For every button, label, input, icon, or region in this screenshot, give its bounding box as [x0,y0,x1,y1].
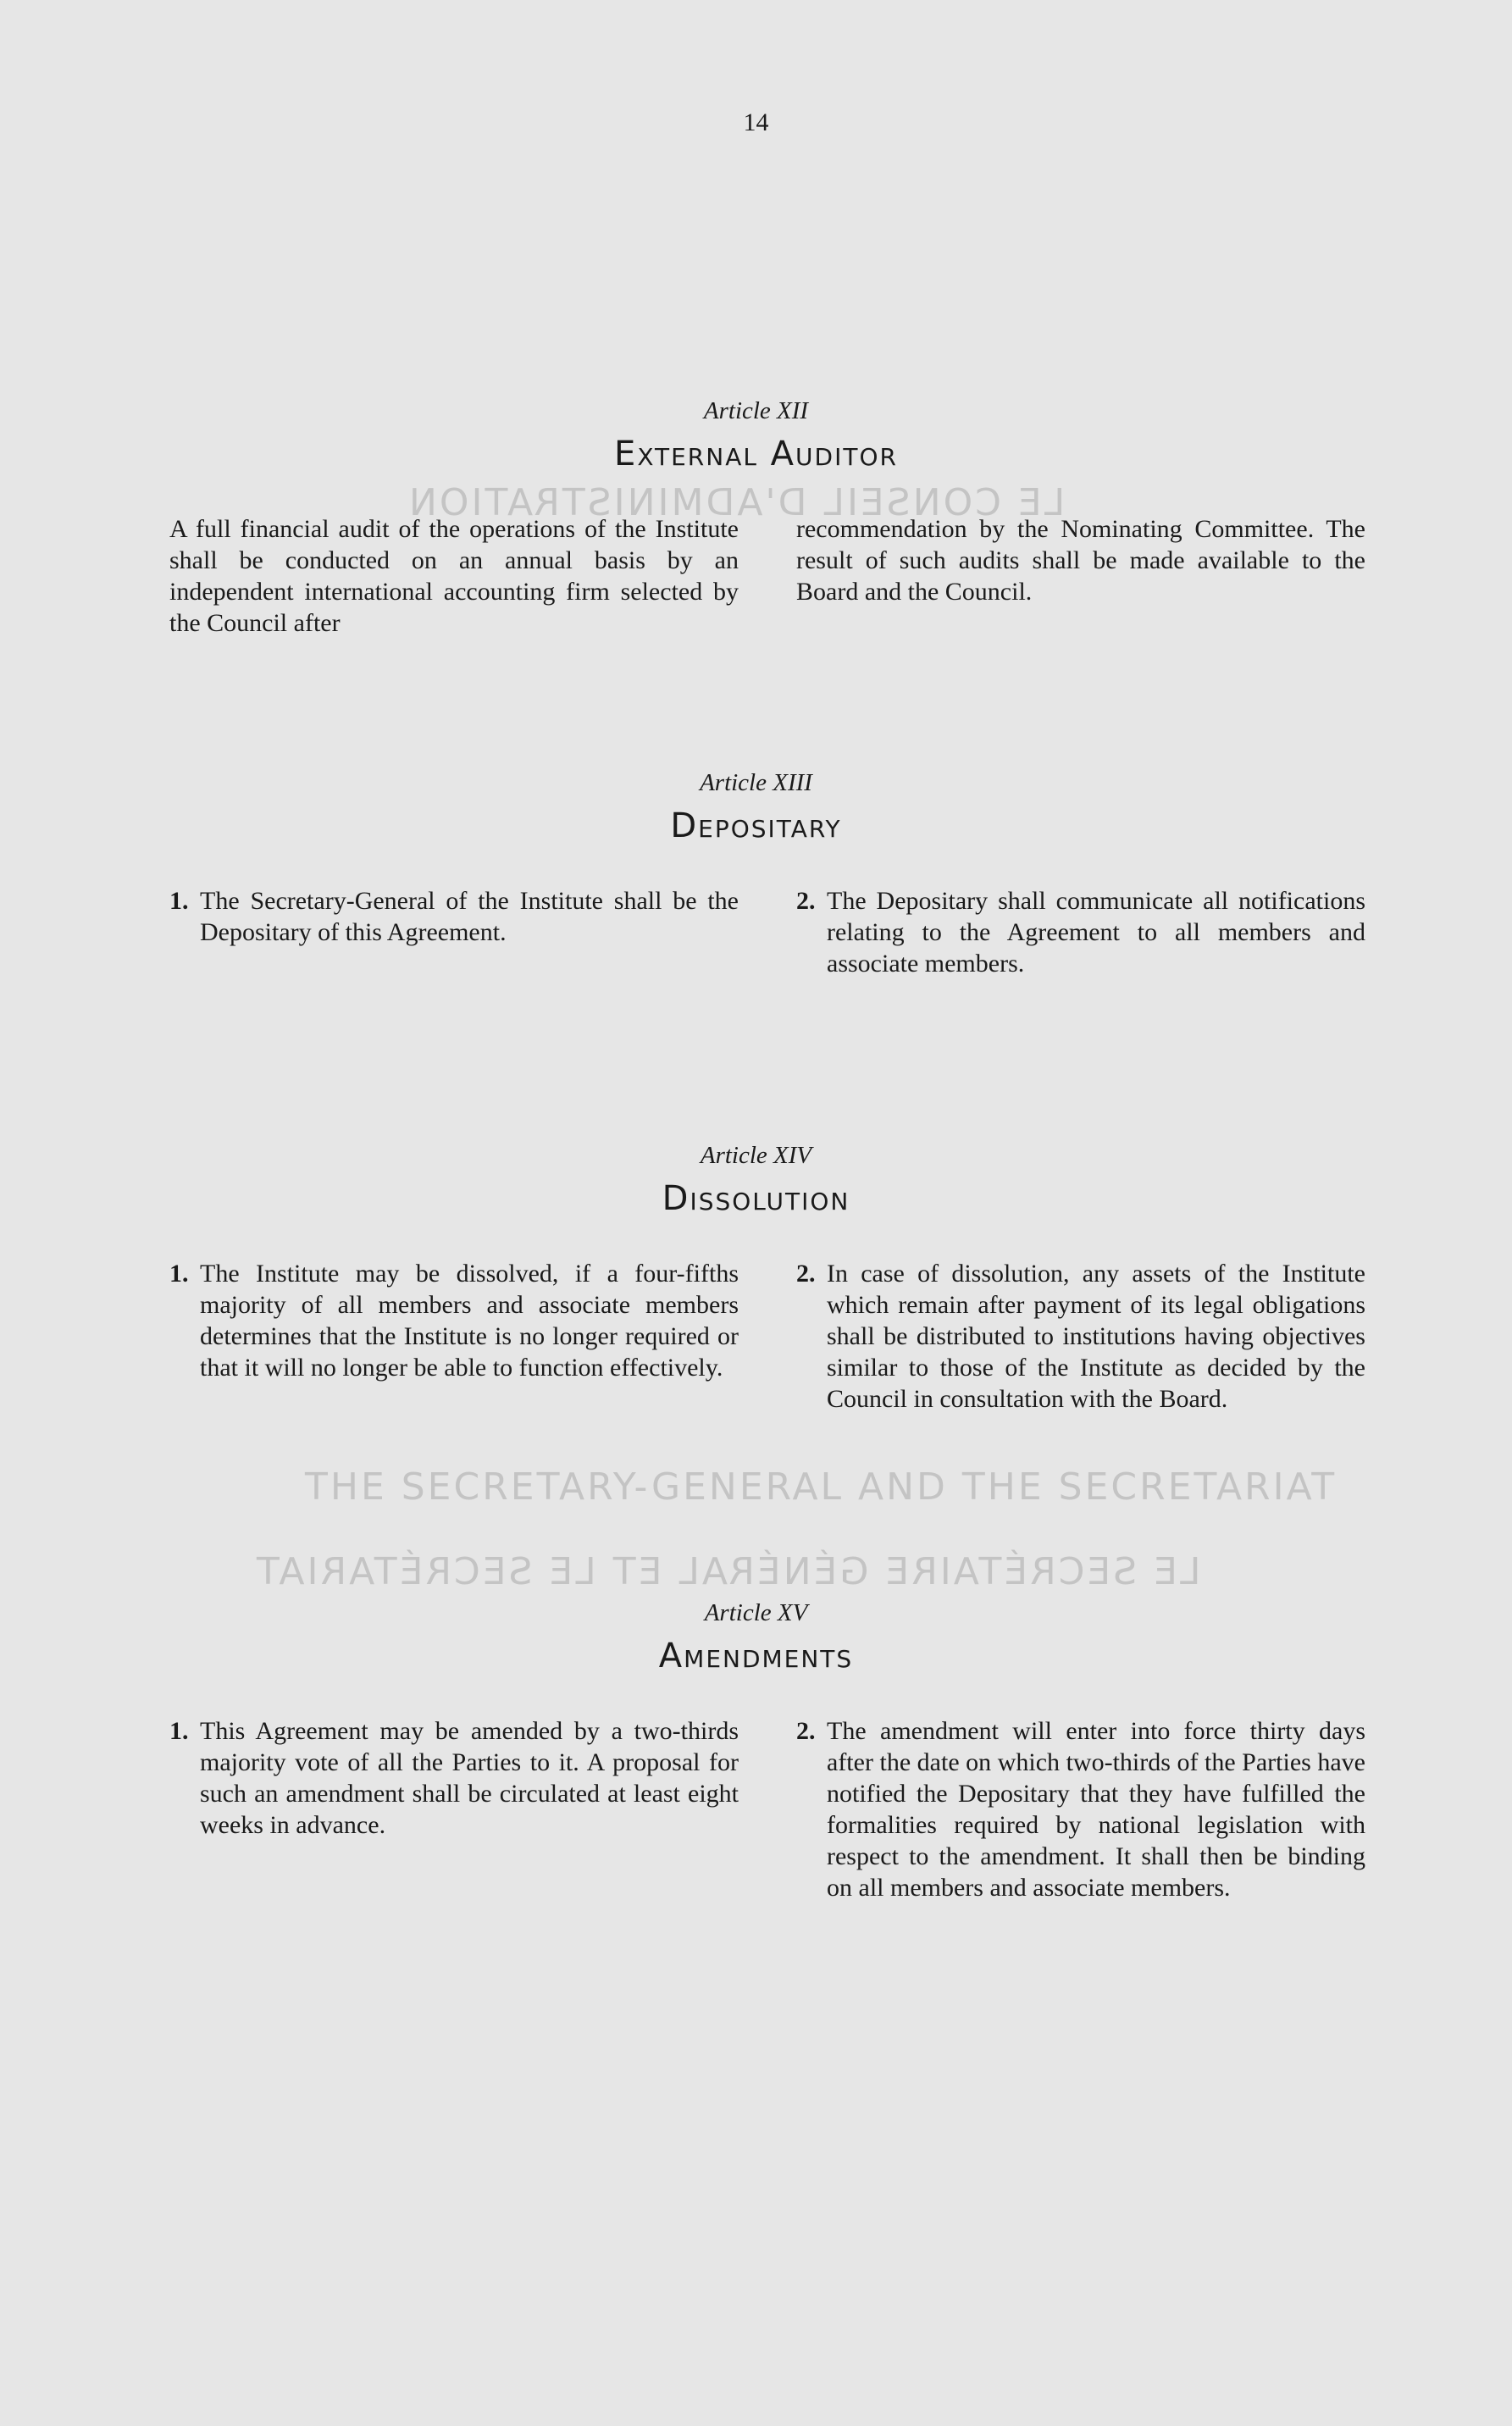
article-external-auditor [0,395,1512,637]
paragraph-text: This Agreement may be amended by a two-thirds majority vote of all the Parties to it. A proposal for such an amendment shall be circulated at least eight weeks in advance. [200,1717,739,1839]
page-number: 14 [743,108,769,136]
numbered-paragraph [169,885,739,948]
paragraph-number: 1. [169,1260,189,1288]
left-column [169,513,739,639]
paragraph: recommendation by the Nominating Committee. The result of such audits shall be made available to the Board and the Council. [796,515,1365,606]
paragraph-number: 2. [796,1260,816,1288]
article-title: Dissolution [662,1179,850,1218]
numbered-paragraph [796,885,1365,979]
right-column [796,1258,1365,1415]
paragraph-text: The Secretary-General of the Institute shall be the Depositary of this Agreement. [200,887,739,946]
paragraph-number: 1. [169,1717,189,1745]
article-label: Article XIV [700,1142,812,1169]
left-column [169,885,739,948]
right-column [796,1715,1365,1903]
paragraph-text: In case of dissolution, any assets of the Institute which remain after payment of its legal obligations shall be distributed to institutions having objectives similar to those of the Institute as decided by the Council in consultation with the Board. [827,1260,1365,1413]
paragraph-text: The Depositary shall communicate all notifications relating to the Agreement to all members and associate members. [827,887,1365,978]
right-column [796,513,1365,607]
paragraph-text: The Institute may be dissolved, if a four-fifths majority of all members and associate members determines that the Institute is no longer required or that it will no longer be able to function effectively. [200,1260,739,1382]
article-label: Article XII [703,397,809,424]
article-label: Article XV [704,1599,808,1626]
numbered-paragraph [169,1258,739,1383]
left-column [169,1258,739,1383]
numbered-paragraph [169,1715,739,1841]
right-column [796,885,1365,979]
paragraph-number: 2. [796,1717,816,1745]
numbered-paragraph [796,1258,1365,1415]
paragraph-number: 1. [169,887,189,915]
article-label: Article XIII [700,769,812,796]
article-dissolution [0,1139,1512,1413]
article-amendments [0,1597,1512,1902]
article-depositary [0,767,1512,978]
numbered-paragraph [796,1715,1365,1903]
article-title: Amendments [658,1637,854,1675]
paragraph-number: 2. [796,887,816,915]
show-through-heading: THE SECRETARY-GENERAL AND THE SECRETARIAT [305,1465,1338,1509]
left-column [169,1715,739,1841]
article-title: External Auditor [614,435,898,474]
paragraph: A full financial audit of the operations of the Institute shall be conducted on an annual basis by an independent international accounting firm selected by the Council after [169,515,739,637]
show-through-mirrored-heading-2: LE SECRÉTAIRE GÉNÉRAL ET LE SECRÉTARIAT [254,1550,1201,1593]
paragraph-text: The amendment will enter into force thirty days after the date on which two-thirds of the Parties have notified the Depositary that they have fulfilled the formalities required by national legislation with respect to the amendment. It shall then be binding on all members and associate members. [827,1717,1365,1902]
article-title: Depositary [670,806,842,845]
show-through-mirrored-heading: LE CONSEIL D'ADMINISTRATION [407,481,1066,524]
